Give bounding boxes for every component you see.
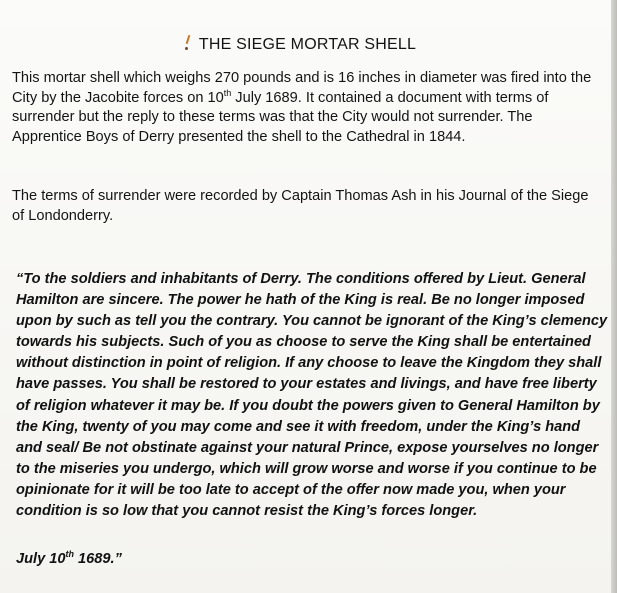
record-paragraph: The terms of surrender were recorded by Captain Thomas Ash in his Journal of the Siege of Londonderry. bbox=[12, 188, 589, 224]
page-title: THE SIEGE MORTAR SHELL bbox=[198, 36, 417, 53]
title-row bbox=[0, 34, 601, 54]
description-paragraph bbox=[12, 69, 604, 147]
description-text-start: This mortar shell which weighs 270 pounds and is 16 inches in diameter was fired into the City by the Jacobite forces on 10 bbox=[12, 70, 592, 106]
quote-date-end: 1689.” bbox=[74, 551, 122, 567]
quote-date-start: July 10 bbox=[16, 551, 66, 567]
pin-mark-icon bbox=[185, 34, 191, 52]
surrender-terms-quote: “To the soldiers and inhabitants of Derry. The conditions offered by Lieut. General Hamilton are sincere. The power he hath of the King is real. Be no longer imposed upon by such as tell you the contrary. You cannot be ignorant of the King’s clemency towards his subjects. Such of you as choose to serve the King shall be entertained without distinction in point of religion. If any choose to leave the Kingdom they shall have passes. You shall be restored to your estates and livings, and have free liberty of religion whatever it may be. If you doubt the powers given to General Hamilton by the King, twenty of you may come and see it with freedom, under the King’s hand and seal/ Be not obstinate against your natural Prince, expose yourselves no longer to the miseries you undergo, which will grow worse and worse if you continue to be opinionate for it will be too late to accept of the offer now made you, when your condition is so low that you cannot resist the King’s forces longer. bbox=[16, 271, 608, 520]
description-date-suffix: th bbox=[223, 87, 232, 98]
description-text-end: July 1689. It contained a document with terms of surrender but the reply to these terms was that the City would not surrender. The Apprentice Boys of Derry presented the shell to the Cathedral in 1844. bbox=[12, 89, 549, 145]
plaque-edge bbox=[611, 0, 617, 593]
quote-date-suffix: th bbox=[65, 549, 74, 559]
quote-date bbox=[16, 551, 122, 567]
